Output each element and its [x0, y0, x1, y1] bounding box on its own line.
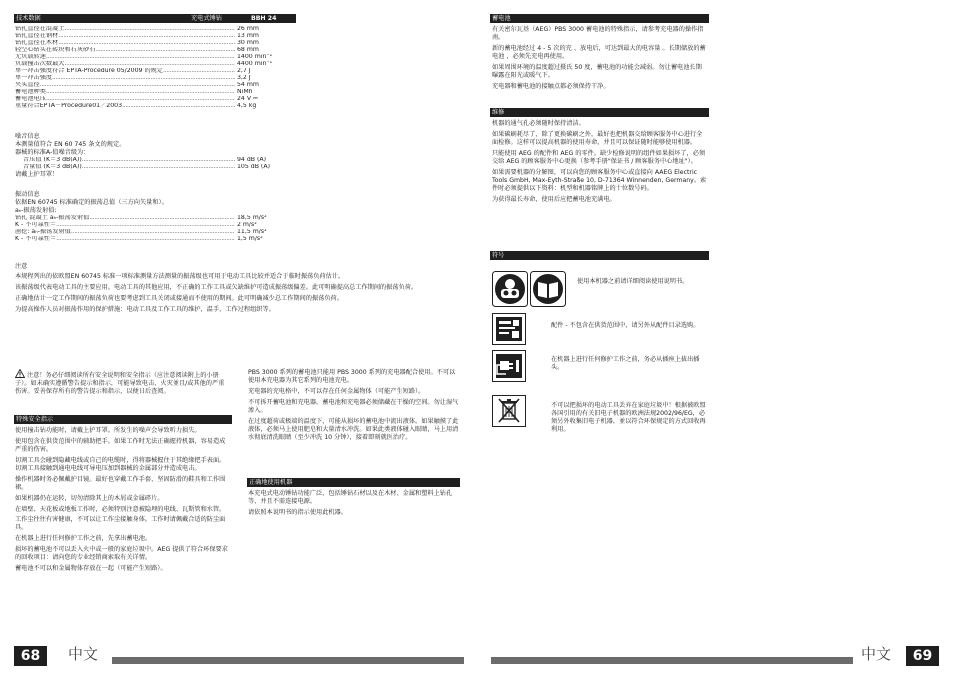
battery-note: PBS 3000 系列的蓄电池只能用 PBS 3000 系列的充电器配合使用。不可以使用本充电器为其它系列的电池充电。	[248, 369, 456, 384]
unplug-icon	[494, 352, 524, 380]
tech-data-label: 单一冲击强度符合 EPTA-Procedure 05/2009 的规定	[15, 68, 164, 75]
battery-heading: 蓄电池	[492, 15, 511, 22]
accessory-text: 配件 - 不包含在供货范围中，请另外从配件目录选购。	[551, 322, 700, 329]
safety-paragraph: 蓄电池不可以和金属物体存放在一起（可能产生短路）。	[15, 565, 167, 573]
noise-line: 本测量值符合 EN 60 745 条文的规定。	[15, 140, 126, 148]
tech-data-label: 负载撞击次数最大	[15, 61, 65, 68]
tech-data-value: 54 mm	[237, 82, 259, 89]
tech-data-row	[15, 103, 295, 110]
vibration-row: K - 不可靠性＝ ..... 2 m/s²	[15, 222, 295, 229]
battery-paragraph: 有关密尔瓦基（AEG）PBS 3000 蓄电池的特殊指示，请参考充电器的操作指南。	[492, 26, 704, 41]
safety-paragraph: 损坏的蓄电池不可以丢入火中或一般的家庭垃圾中。AEG 提供了符合环保要求的回收项目：请向您的专业经销商索取有关详情。	[15, 546, 228, 562]
tech-data-value: 4400 min⁻¹	[237, 61, 273, 68]
safety-paragraph: 切割工具接触到通电电线可导电压加到器械的金属部分并造成电击。	[15, 464, 201, 472]
tech-data-row	[15, 26, 295, 33]
safety-section	[15, 427, 230, 576]
vibration-line: 依据EN 60745 标准确定的振荡总值（三方向矢量和）。	[15, 198, 168, 206]
vibration-heading: 振动信息	[15, 191, 40, 198]
proper-use-paragraph: 本充电式电动锤钻功能广泛，包括锤钻石材以及在木材、金属和塑料上钻孔等，并且不需连接电源。	[248, 490, 453, 505]
read-manual-symbol	[492, 271, 568, 307]
warning-triangle-icon	[15, 369, 25, 378]
maintenance-section	[492, 120, 707, 206]
tech-data-value: 13 mm	[237, 33, 259, 40]
maintenance-paragraph: 机器的通气孔必须随时保持清洁。	[492, 120, 585, 127]
battery-bar	[490, 14, 709, 23]
proper-use-heading: 正确地使用机器	[249, 479, 293, 486]
tech-data-row	[15, 89, 295, 96]
proper-use-paragraph: 请依照本说明书的指示使用此机器。	[248, 508, 347, 516]
symbols-bar	[490, 251, 709, 260]
noise-section	[15, 133, 295, 179]
proper-use-section	[248, 490, 460, 520]
tech-data-heading: 技术数据	[16, 15, 41, 22]
tech-data-row	[15, 33, 295, 40]
tech-data-value: 4,5 kg	[237, 103, 257, 110]
safety-goggles-icon	[492, 271, 528, 307]
unplug-symbol	[492, 350, 526, 382]
notice-paragraph: 本规程列出的依欧盟EN 60745 标准一项标准测量方法测量的振荡级也可用于电动工具比较并适合于临时振荡负荷估计。	[15, 272, 345, 280]
notice-paragraph: 正确地估计一定工作期间的振荡负荷也要考虑到工具关闭或接通而不使用的期间。此可明确减少总工作期间的振荡负荷。	[15, 294, 343, 302]
accessory-icon	[494, 315, 524, 343]
tech-data-row	[15, 82, 295, 89]
maintenance-paragraph: 如果需要机器的分解图，可以向您的顾客服务中心或直接向 AAEG Electric Tools GmbH, Max-Eyth-Straße 10, D-71364 Winnenden, Germany。索件时必须提供以下资料：机型和机器铭牌上的十位数号码。	[492, 168, 707, 192]
tech-data-label: 重量符合EPTA－Procedure01／2003	[15, 103, 123, 110]
tech-data-model: BBH 24	[251, 15, 277, 22]
tech-data-value: NiMh	[237, 89, 253, 96]
safety-paragraph: 工作尘往往有害健康，不可以让工作尘接触身体。工作时请佩戴合适的防尘面具。	[15, 516, 226, 532]
page-language: 中文	[68, 645, 99, 663]
maintenance-bar	[490, 108, 709, 117]
tech-data-table	[15, 26, 295, 110]
safety-paragraph: 使用撞击钻功能时，请戴上护耳罩。所发生的噪声会导致听力损失。	[15, 427, 201, 434]
tech-data-value: 24 V ⎓	[237, 96, 258, 103]
read-manual-text: 使用本机器之前请详细阅读使用说明书。	[577, 278, 689, 285]
noise-row: 音量值 (K＝3 dB(A)) ..... 105 dB (A)	[15, 164, 295, 171]
page-number: 69	[906, 646, 939, 666]
noise-heading: 噪音信息	[15, 133, 40, 140]
page-number: 68	[14, 646, 47, 666]
footer-rule	[491, 657, 853, 664]
tech-data-label: 轻空心钻头在砖块和石灰砂石	[15, 47, 96, 54]
tech-data-product-type: 充电式锤钻	[191, 15, 222, 22]
disposal-text: 不可以把损坏的电动工具丢弃在家庭垃圾中！根据被欧盟各国引用的有关旧电子机器的欧洲法规2002/96/EG，必须另外收集旧电子机器，並以符合环保规定的方式回收再利用。	[551, 402, 706, 433]
tech-data-row	[15, 47, 295, 54]
vibration-row: K - 不可靠性＝ ..... 1,5 m/s²	[15, 236, 295, 243]
tech-data-bar	[14, 14, 296, 23]
maintenance-heading: 维修	[492, 109, 505, 116]
disposal-symbol	[492, 395, 526, 427]
vibration-section	[15, 191, 295, 243]
tech-data-label: 单一冲击强度	[15, 75, 53, 82]
safety-paragraph: 在墙壁、天花板或地板工作时，必须特别注意被隐埋的电线、瓦斯管和水管。	[15, 505, 226, 513]
safety-heading: 特殊安全指示	[16, 416, 54, 423]
safety-bar	[14, 415, 232, 424]
maintenance-paragraph: 只能使用 AEG 的配件和 AEG 的零件。缺少检修说明的组件如果损坏了，必须交给 AEG 的顾客服务中心更换（参考手册"保证书 / 顾客服务中心地址"）。	[492, 149, 706, 165]
tech-data-value: 3,2 J	[237, 75, 251, 82]
safety-paragraph: 使用包含在供货范围中的辅助把手。如果工作时无法正确握持机器，容易造成严重的伤害。	[15, 437, 226, 453]
tech-data-label: 无负载转速	[15, 54, 46, 61]
accessory-symbol	[492, 313, 526, 345]
battery-section	[492, 26, 707, 94]
battery-paragraph: 如果周围环境的温度超过摄氏 50 度，蓄电池的功能会减弱。勿让蓄电池长期曝露在阳光或暖气下。	[492, 63, 702, 79]
manual-book-icon	[530, 271, 566, 307]
notice-paragraph: 该振荡级代表电动工具的主要应用。电动工具的其他应用，不正确的工作工具或欠缺维护可造成振荡级偏差。此可明确提高总工作期间的振荡负荷。	[15, 283, 418, 291]
battery-note: 充电器的充电格中，不可以存在任何金属物体（可能产生短路）。	[248, 387, 425, 395]
tech-data-row	[15, 40, 295, 47]
battery-paragraph: 充电器和蓄电池的接触点都必须保持干净。	[492, 82, 610, 90]
tech-data-row	[15, 54, 295, 61]
tech-data-row	[15, 75, 295, 82]
vibration-row: 凿挖: aₕ-振荡发射值 ..... 11,5 m/s²	[15, 229, 295, 236]
safety-paragraph: 如果机器仍在运转，切勿清除其上的木屑或金属碎片。	[15, 494, 164, 502]
tech-data-value: 30 mm	[237, 40, 259, 47]
tech-data-label: 钻孔直径在混凝土	[15, 26, 65, 33]
safety-paragraph: 操作机器时务必佩戴护目镜。最好也穿戴工作手套、坚固防滑的鞋具和工作围裙。	[15, 475, 226, 491]
tech-data-row	[15, 96, 295, 103]
tech-data-value: 26 mm	[237, 26, 259, 33]
page-language: 中文	[861, 645, 892, 663]
notice-section	[15, 263, 460, 317]
warning-block	[15, 369, 230, 396]
vibration-row: 钻孔 混凝土 aₕ-振荡发射值 ..... 18,5 m/s²	[15, 215, 295, 222]
notice-heading: 注意	[15, 263, 28, 270]
tech-data-label: 钻孔直径在钢材	[15, 33, 59, 40]
warning-text: 注意！务必仔细阅读所有安全说明和安全指示（应注意阅读附上的小册子）。如未确实遵循警告提示和指示，可能导致电击、火灾並且/或其他的严重伤害。妥善保存所有的警告提示和指示，以便日后查阅。	[15, 372, 225, 395]
tech-data-value: 1400 min⁻¹	[237, 54, 273, 61]
proper-use-bar	[247, 478, 460, 487]
battery-note: 在过度超荷或极端的温度下，可能从损坏的蓄电池中流出液体。如果触摸了此液体，必须马上使用肥皂和大量清水冲洗。如果此类液体碰入眼睛，马上用清水彻底清洗眼睛（至少冲洗 10 分钟），接着即刻就医治疗。	[248, 417, 459, 441]
crossed-bin-icon	[494, 397, 524, 425]
maintenance-paragraph: 为获得最长寿命，使用后应把蓄电池充满电。	[492, 195, 616, 203]
vibration-line: aₕ-振荡发射值:	[15, 206, 57, 214]
tech-data-label: 夹头直径	[15, 82, 40, 89]
tech-data-label: 蓄电池电压	[15, 96, 46, 103]
safety-paragraph: 在机器上进行任何修护工作之前，先拿出蓄电池。	[15, 535, 152, 543]
battery-paragraph: 新的蓄电池经过 4 - 5 次的充 、放电后，可达到最大的电容量 。长期储放的蓄电池 ，必须先充电再使用。	[492, 44, 706, 60]
tech-data-value: 2,7 J	[237, 68, 251, 75]
noise-note: 请戴上护耳罩！	[15, 170, 59, 178]
safety-paragraph: 切割工具会碰到隐藏电线或自己的电缆时，得将器械握住于其绝缘把手表面。	[15, 456, 226, 464]
tech-data-row	[15, 68, 295, 75]
tech-data-value: 68 mm	[237, 47, 259, 54]
footer-rule	[112, 657, 464, 664]
notice-paragraph: 为提高操作人员对振荡作用的保护措施：电动工具及工作工具的维护，温手，工作过程组织等。	[15, 305, 275, 313]
unplug-text: 在机器上进行任何修护工作之前，务必从插座上拔出插头。	[551, 356, 700, 371]
tech-data-row	[15, 61, 295, 68]
battery-note: 不可拆开蓄电池和充电器。蓄电池和充电器必须储藏在干燥的空间。勿让湿气渗入。	[248, 398, 459, 414]
tech-data-label: 蓄电池种类	[15, 89, 46, 96]
tech-data-label: 钻孔直径在木材	[15, 40, 59, 47]
symbols-heading: 符号	[492, 252, 505, 259]
maintenance-paragraph: 如果碳刷耗尽了，除了更换碳刷之外，最好也把机器交给顾客服务中心进行全面检修。这样可以提高机器的使用寿命，并且可以保证随时能够使用机器。	[492, 130, 703, 146]
noise-line: 器械的标准A-值噪音级为：	[15, 148, 90, 156]
noise-row: 音压值 (K＝3 dB(A)) ..... 94 dB (A)	[15, 157, 295, 164]
battery-notes-column	[248, 369, 460, 445]
